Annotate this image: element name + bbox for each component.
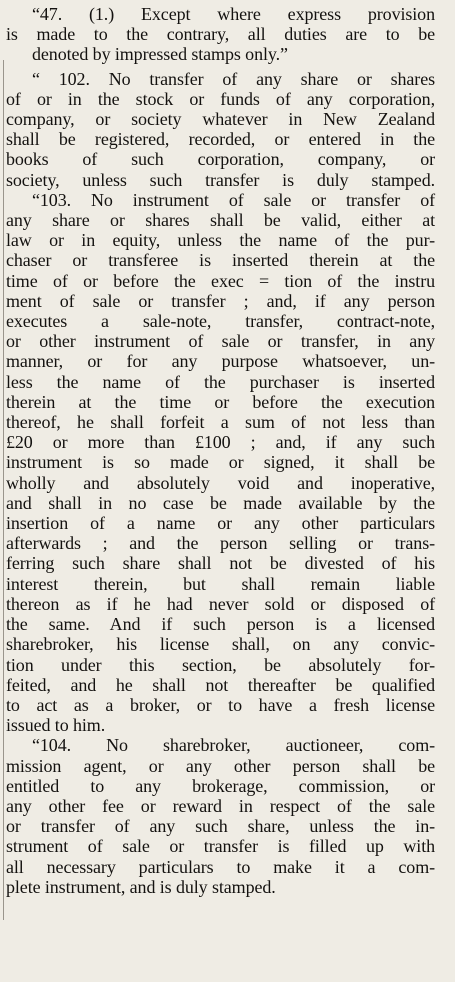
text-line: time of or before the exec = tion of the instru [6,270,435,291]
text-line: denoted by impressed stamps only.” [32,44,288,65]
text-line: “ 102. No transfer of any share or shares [32,68,435,89]
text-line: the same. And if such person is a licensed [6,614,435,635]
text-line: or transfer of any such share, unless the in- [6,816,435,837]
text-line: wholly and absolutely void and inoperative, [6,472,435,493]
section-102 [6,69,435,190]
text-line: and shall in no case be made available by the [6,492,435,513]
text-line: “47. (1.) Except where express provision [32,4,435,24]
text-line: all necessary particulars to make it a com- [6,856,435,877]
text-line: afterwards ; and the person selling or trans- [6,533,435,554]
text-line: society, unless such transfer is duly stamped. [6,169,435,190]
text-line: shall be registered, recorded, or entered in the [6,129,435,150]
text-line: interest therein, but shall remain liable [6,573,435,594]
text-line: mission agent, or any other person shall be [6,755,435,776]
section-47 [6,4,435,65]
text-line: plete instrument, and is duly stamped. [6,876,276,897]
text-line: any share or shares shall be valid, either at [6,210,435,231]
text-line: any other fee or reward in respect of the sale [6,795,435,816]
text-line: manner, or for any purpose whatsoever, un- [6,351,435,372]
text-line: feited, and he shall not thereafter be qualified [6,674,435,695]
text-line: ment of sale or transfer ; and, if any person [6,290,435,311]
column-rule [3,60,4,920]
section-103 [6,190,435,735]
text-line: tion under this section, be absolutely for- [6,654,435,675]
text-line: “103. No instrument of sale or transfer of [32,189,435,210]
text-line: executes a sale-note, transfer, contract-note, [6,311,435,332]
text-line: or other instrument of sale or transfer, in any [6,331,435,352]
text-line: strument of sale or transfer is filled up with [6,836,435,857]
text-line: instrument is so made or signed, it shall be [6,452,435,473]
text-line: entitled to any brokerage, commission, or [6,775,435,796]
text-line: therein at the time or before the execution [6,391,435,412]
text-line: less the name of the purchaser is inserted [6,371,435,392]
section-104 [6,735,435,897]
text-line: ferring such share shall not be divested of his [6,553,435,574]
text-line: chaser or transferee is inserted therein at the [6,250,435,271]
text-line: books of such corporation, company, or [6,149,435,170]
text-line: law or in equity, unless the name of the pur- [6,230,435,251]
text-line: thereof, he shall forfeit a sum of not less than [6,412,435,433]
text-line: to act as a broker, or to have a fresh license [6,694,435,715]
text-line: insertion of a name or any other particulars [6,513,435,534]
text-line: “104. No sharebroker, auctioneer, com- [32,735,435,756]
text-line: of or in the stock or funds of any corporation, [6,88,435,109]
text-line: company, or society whatever in New Zealand [6,109,435,130]
text-line: thereon as if he had never sold or disposed of [6,593,435,614]
text-line: sharebroker, his license shall, on any convic- [6,634,435,655]
text-line: £20 or more than £100 ; and, if any such [6,432,435,453]
text-line: issued to him. [6,715,106,736]
text-line: is made to the contrary, all duties are to be [6,24,435,45]
